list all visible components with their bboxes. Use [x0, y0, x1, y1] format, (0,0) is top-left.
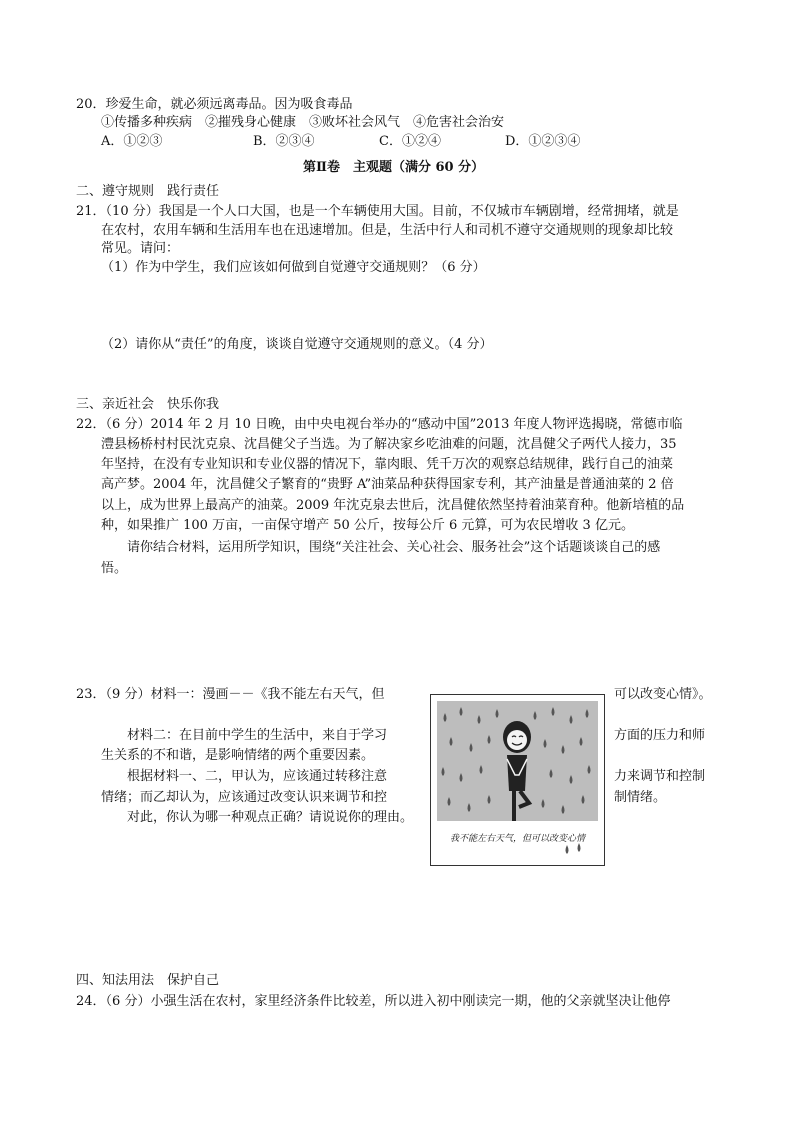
q22-line-3: 年坚持，在没有专业知识和专业仪器的情况下，靠肉眼、凭千万次的观察总结规律，践行自己的油菜: [101, 457, 674, 472]
q23-line4-right: 力来调节和控制: [614, 769, 706, 784]
section2-title: 二、遵守规则 践行责任: [76, 184, 220, 199]
q23-line2-left: 材料二：在目前中学生的生活中，来自于学习: [127, 728, 388, 743]
q21-line-1: 21．（10 分）我国是一个人口大国，也是一个车辆使用大国。目前，不仅城市车辆剧增，经常拥堵，就是: [76, 204, 679, 219]
q21-sub2: （2）请你从“责任”的角度，谈谈自觉遵守交通规则的意义。（4 分）: [101, 337, 493, 352]
q20-stem: 20．珍爱生命，就必须远离毒品。因为吸食毒品: [76, 97, 353, 112]
q20-option-a: A．①②③: [101, 134, 163, 149]
q20-option-d: D．①②③④: [505, 134, 581, 149]
q20-items: ①传播多种疾病 ②摧残身心健康 ③败坏社会风气 ④危害社会治安: [101, 115, 505, 130]
q22-line-1: 22．（6 分）2014 年 2 月 10 日晚，由中央电视台举办的“感动中国”2013 年度人物评选揭晓，常德市临: [76, 417, 683, 432]
q22-line-7: 请你结合材料，运用所学知识，围绕“关注社会、关心社会、服务社会”这个话题谈谈自己的感: [127, 540, 661, 555]
q22-line-2: 澧县杨桥村村民沈克泉、沈昌健父子当选。为了解决家乡吃油难的问题，沈昌健父子两代人接力，35: [101, 437, 677, 452]
section4-title: 四、知法用法 保护自己: [76, 973, 220, 988]
q23-line1-left: 23．（9 分）材料一：漫画－－《我不能左右天气，但: [76, 687, 385, 702]
q22-line-8: 悟。: [101, 561, 128, 576]
q20-option-b: B．②③④: [253, 134, 315, 149]
q23-line2-right: 方面的压力和师: [614, 728, 706, 743]
q22-line-5: 以上，成为世界上最高产的油菜。2009 年沈克泉去世后，沈昌健依然坚持着油菜育种。他新培植的品: [101, 498, 685, 513]
q21-sub1: （1）作为中学生，我们应该如何做到自觉遵守交通规则？（6 分）: [101, 260, 486, 275]
q22-line-6: 种，如果推广 100 万亩，一亩保守增产 50 公斤，按每公斤 6 元算，可为农民增收 3 亿元。: [101, 518, 634, 533]
q24-line-1: 24．（6 分）小强生活在农村，家里经济条件比较差，所以进入初中刚读完一期，他的父亲就坚决让他停: [76, 994, 671, 1009]
cartoon-rain-illustration: [430, 694, 605, 866]
q21-line-2: 在农村，农用车辆和生活用车也在迅速增加。但是，生活中行人和司机不遵守交通规则的现象却比较: [101, 223, 674, 238]
q21-line-3: 常见。请问：: [101, 241, 180, 256]
q23-line3: 生关系的不和谐，是影响情绪的两个重要因素。: [101, 748, 375, 763]
q23-line5-right: 制情绪。: [614, 790, 667, 805]
q23-line6: 对此，你认为哪一种观点正确？请说说你的理由。: [127, 810, 414, 825]
q23-line4-left: 根据材料一、二，甲认为，应该通过转移注意: [127, 769, 388, 784]
q23-line5-left: 情绪；而乙却认为，应该通过改变认识来调节和控: [101, 790, 388, 805]
q22-line-4: 高产梦。2004 年，沈昌健父子繁育的“贵野 A”油菜品种获得国家专利，其产油量是普通油菜的 2 倍: [101, 477, 674, 492]
cartoon-caption: 我不能左右天气，但可以改变心情: [449, 834, 585, 844]
q23-line1-right: 可以改变心情》。: [614, 687, 712, 702]
section3-title: 三、亲近社会 快乐你我: [76, 397, 220, 412]
part2-title: 第Ⅱ卷 主观题（满分 60 分）: [303, 160, 485, 175]
q20-option-c: C．①②④: [379, 134, 441, 149]
